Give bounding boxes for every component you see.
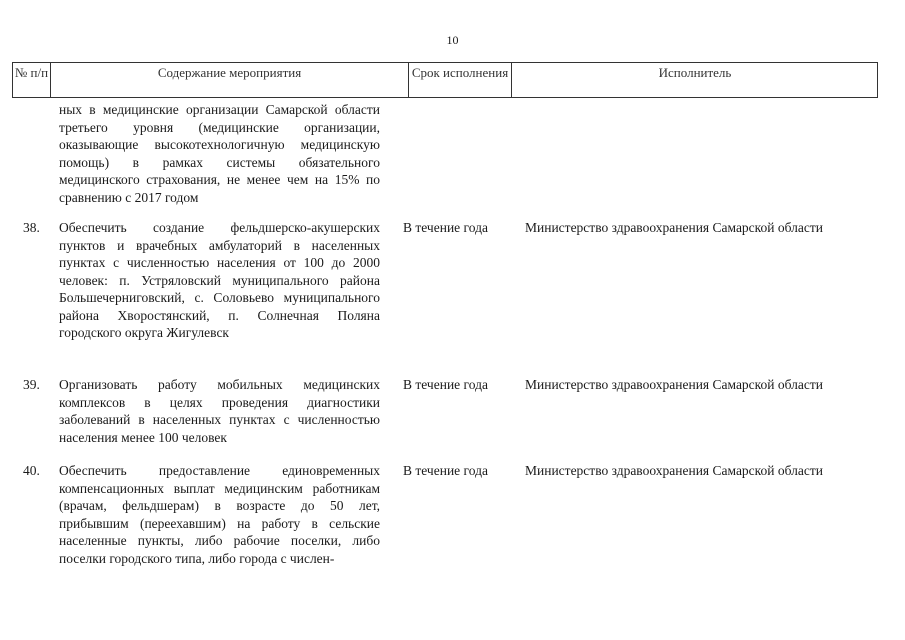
row-executor: Министерство здравоохранения Самарской области xyxy=(525,463,824,478)
row-number: 39. xyxy=(23,377,40,392)
row-content: Обеспечить создание фельдшерско-акушерских пунктов и врачебных амбулаторий в населенных пунктах с численностью населения от 100 до 2000 человек: п. Устряловский муниципального района Большечерниговский, с. Соловьево муниципального района Хворостянский, п. Солнечная Поляна городского округа Жигулевск xyxy=(59,220,380,340)
row-number: 38. xyxy=(23,220,40,235)
row-term: В течение года xyxy=(403,220,488,235)
row-term: В течение года xyxy=(403,463,488,478)
row-number: 40. xyxy=(23,463,40,478)
header-number: № п/п xyxy=(13,63,51,97)
row-executor: Министерство здравоохранения Самарской области xyxy=(525,377,824,392)
row-content: Обеспечить предоставление единовременных компенсационных выплат медицинским работникам (врачам, фельдшерам) в возрасте до 50 лет, прибывшим (переехавшим) на работу в сельские населенные пункты, либо рабочие поселки, либо поселки городского типа, либо города с числен- xyxy=(59,463,380,566)
page-number: 10 xyxy=(446,33,459,47)
header-content: Содержание мероприятия xyxy=(51,63,409,97)
row-executor: Министерство здравоохранения Самарской области xyxy=(525,220,824,235)
table-header xyxy=(12,62,878,98)
row-content: Организовать работу мобильных медицинских комплексов в целях проведения диагностики заболеваний в населенных пунктах с численностью населения менее 100 человек xyxy=(59,377,380,445)
row-term: В течение года xyxy=(403,377,488,392)
header-executor: Исполнитель xyxy=(658,65,732,80)
header-term: Срок исполнения xyxy=(409,63,512,97)
continuation-text: ных в медицинские организации Самарской области третьего уровня (медицинские организации, оказывающие высокотехнологичную медицинскую помощь) в рамках системы обязательного медицинского страхования, не менее чем на 15% по сравнению с 2017 годом xyxy=(59,102,380,205)
